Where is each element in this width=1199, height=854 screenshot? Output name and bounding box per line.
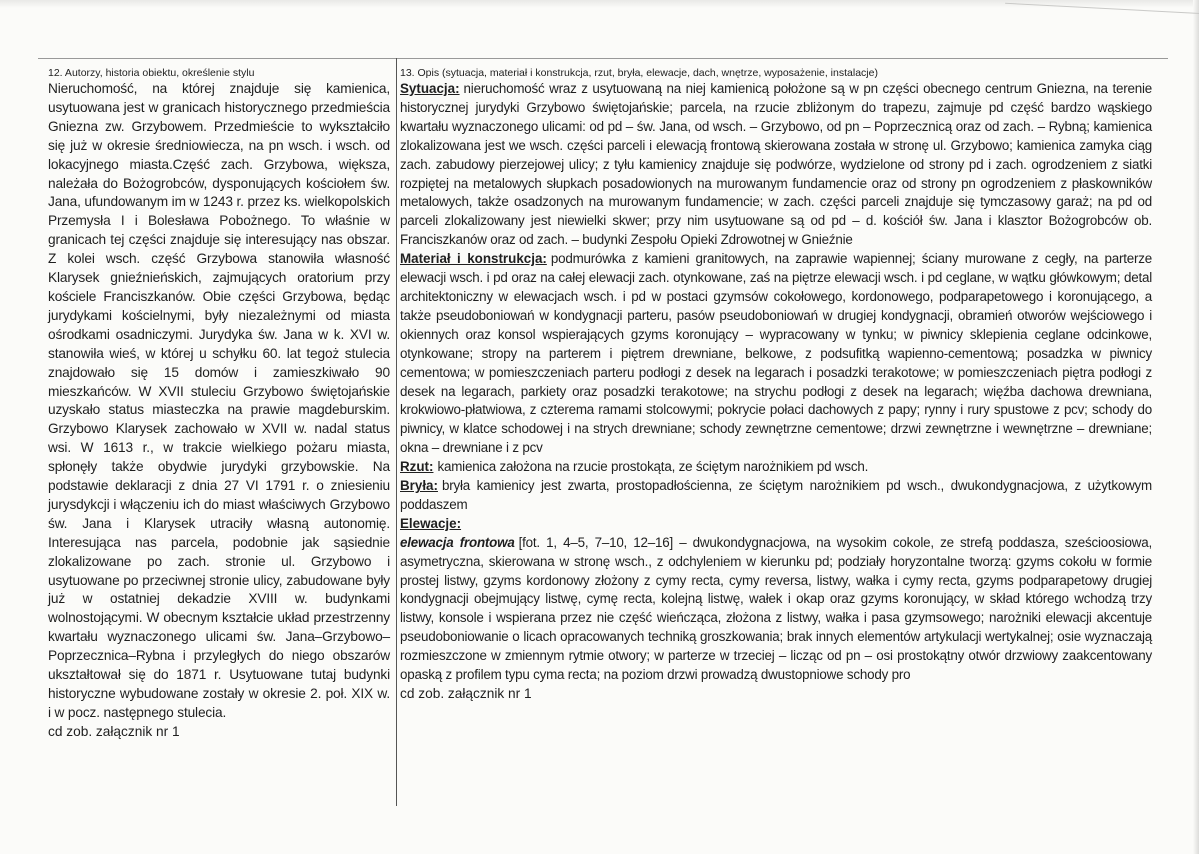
description-body [400, 80, 1152, 685]
frontowa-label: elewacja frontowa [400, 534, 515, 550]
material-label: Materiał i konstrukcja: [400, 251, 547, 267]
scan-edge-right [1193, 0, 1199, 854]
elewacje-label: Elewacje: [400, 515, 462, 531]
history-heading: 12. Autorzy, historia obiektu, określenie stylu [48, 67, 255, 79]
history-section [48, 67, 390, 742]
rzut-label: Rzut: [400, 459, 434, 475]
column-divider [396, 58, 397, 806]
frontowa-text: [fot. 1, 4–5, 7–10, 12–16] – dwukondygnacjowa, na wysokim cokole, ze strefą poddasza, sześcioosiowa, asymetryczna, skierowana w stronę wsch., z odchyleniem w kierunku pd; podziały horyzontalne tworzą: gzyms cokołu w formie prostej listwy, gzyms kordonowy złożony z cymy recta, cymy reversa, listwy, wałka i cymy recta, gzyms podparapetowy drugiej kondygnacji obejmujący listwę, cymę recta, kolejną listwę, wałek i okap oraz gzyms koronujący, w skład którego wchodzą trzy listwy, konsole i wspierana przez nie część wieńcząca, złożona z listwy, wałka i pasa gzymsowego; narożniki elewacji akcentuje pseudoboniowanie o licach opracowanych techniką groszkowania; brak innych elementów artykulacji wertykalnej; osie wyznaczają rozmieszczone w zmiennym rytmie otwory; w parterze w trzeciej – licząc od pn – osi prostokątny otwór drzwiowy zaakcentowany opaską z profilem typu cyma recta; na poziom drzwi prowadzą dwustopniowe schody pro [400, 534, 1152, 683]
sytuacja-label: Sytuacja: [400, 81, 460, 96]
frontowa-paragraph [400, 534, 1152, 685]
description-heading: 13. Opis (sytuacja, materiał i konstrukcja, rzut, bryła, elewacje, dach, wnętrze, wyposażenie, instalacje) [400, 67, 878, 79]
material-text: podmurówka z kamieni granitowych, na zaprawie wapiennej; ściany murowane z cegły, na parterze elewacji wsch. i pd oraz na całej elewacji zach. otynkowane, zaś na piętrze elewacji wsch. i pd ceglane, w wątku główkowym; detal architektoniczny w elewacjach wsch. i pd w postaci gzymsów cokołowego, kordonowego, podparapetowego i koronującego, a także pseudoboniowań w kondygnacji parteru, pasów pseudoboniowań w drugiej kondygnacji, obramień otworów wejściowego i okiennych oraz konsol wspierających gzyms koronujący – wypracowany w tynku; w piwnicy sklepienia ceglane odcinkowe, otynkowane; stropy na parterem i piętrem drewniane, belkowe, z podsufitką wapienno-cementową; posadzka w piwnicy cementowa; w pomieszczeniach parteru podłogi z desek na legarach i posadzki terakotowe; w pomieszczeniach piętra podłogi z desek na legarach, parkiety oraz posadzki terakotowe; na strychu podłogi z desek na legarach; więźba dachowa drewniana, krokwiowo-płatwiowa, z czterema ramami stolcowymi; pokrycie połaci dachowych z papy; rynny i rury spustowe z pcv; schody do piwnicy, w klatce schodowej i na strych drewniane; schody zewnętrzne cementowe; drzwi zewnętrzne i wewnętrzne – drewniane; okna – drewniane i z pcv [400, 251, 1152, 456]
material-paragraph [400, 250, 1152, 458]
description-section [400, 67, 1152, 704]
rzut-paragraph [400, 458, 1152, 477]
description-continuation-note: cd zob. załącznik nr 1 [400, 686, 532, 701]
sytuacja-paragraph [400, 80, 1152, 250]
rzut-text: kamienica założona na rzucie prostokąta, ze ściętym narożnikiem pd wsch. [437, 459, 869, 475]
sytuacja-text: nieruchomość wraz z usytuowaną na niej kamienicą położone są w pn części obecnego centrum Gniezna, na terenie historycznej jurydyki Grzybowo świętojańskie; parcela, na rzucie zbliżonym do trapezu, zajmuje pd część bardzo wąskiego kwartału wyznaczonego ulicami: od pd – św. Jana, od wsch. – Grzybowo, od pn – Poprzecznicą oraz od zach. – Rybną; kamienica zlokalizowana jest we wsch. części parceli i elewacją frontową skierowana została w stronę ul. Grzybowo; kamienica zamyka ciąg zach. zabudowy pierzejowej ulicy; z tyłu kamienicy znajduje się podwórze, wydzielone od strony pd i zach. ogrodzeniem z siatki rozpiętej na metalowych słupkach posadowionych na murowanym fundamencie oraz od strony pn ogrodzeniem z płaskowników metalowych, także osadzonych na murowanym fundamencie; w zach. części parceli znajduje się tymczasowy garaż; na pd od parceli zlokalizowany jest niewielki skwer; przy nim usytuowane są od pd – d. kościół św. Jana i klasztor Bożogrobców ob. Franciszkanów oraz od zach. – budynki Zespołu Opieki Zdrowotnej w Gnieźnie [400, 81, 1152, 248]
history-text: Nieruchomość, na której znajduje się kamienica, usytuowana jest w granicach historycznego przedmieścia Gniezna zw. Grzybowem. Przedmieście to wykształciło się już w okresie średniowiecza, na pn wsch. i wsch. od lokacyjnego miasta.Część zach. Grzybowa, większa, należała do Bożogrobców, dysponujących kościołem św. Jana, ufundowanym im w 1243 r. przez ks. wielkopolskich Przemysła I i Bolesława Pobożnego. To właśnie w granicach tej części znajduje się interesujący nas obszar. Z kolei wsch. część Grzybowa stanowiła własność Klarysek gnieźnieńskich, zajmujących oratorium przy kościele Franciszkanów. Obie części Grzybowa, będąc jurydykami kościelnymi, były niezależnymi od miasta ośrodkami osadniczymi. Jurydyka św. Jana w k. XVI w. stanowiła wieś, w której u schyłku 60. lat tegoż stulecia znajdowało się 15 domów i zamieszkiwało 90 mieszkańców. W XVII stuleciu Grzybowo świętojańskie uzyskało status miasteczka na prawie magdeburskim. Grzybowo Klarysek zachowało w XVII w. nadal status wsi. W 1613 r., w trakcie wielkiego pożaru miasta, spłonęły także obydwie jurydyki grzybowskie. Na podstawie deklaracji z dnia 27 VI 1791 r. o zniesieniu jurysdykcji i włączeniu ich do miast właściwych Grzybowo św. Jana i Klarysek utraciły własną autonomię. Interesująca nas parcela, podobnie jak sąsiednie zlokalizowane po zach. stronie ul. Grzybowo i usytuowane po przeciwnej stronie ulicy, zabudowane były już w ostatniej dekadzie XVIII w. budynkami wolnostojącymi. W obecnym kształcie układ przestrzenny kwartału wyznaczonego ulicami św. Jana–Grzybowo–Poprzecznica–Rybna i przyległych do niego obszarów ukształtował się do 1871 r. Usytuowane tutaj budynki historyczne wybudowane zostały w okresie 2. poł. XIX w. i w pocz. następnego stulecia. [48, 81, 390, 720]
bryla-text: bryła kamienicy jest zwarta, prostopadłościenna, ze ściętym narożnikiem pd wsch., dwukondygnacjowa, z użytkowym poddaszem [400, 478, 1152, 512]
elewacje-paragraph [400, 515, 1152, 534]
form-top-rule [38, 58, 1168, 59]
history-continuation-note: cd zob. załącznik nr 1 [48, 723, 180, 739]
bryla-label: Bryła: [400, 478, 438, 494]
bryla-paragraph [400, 477, 1152, 515]
